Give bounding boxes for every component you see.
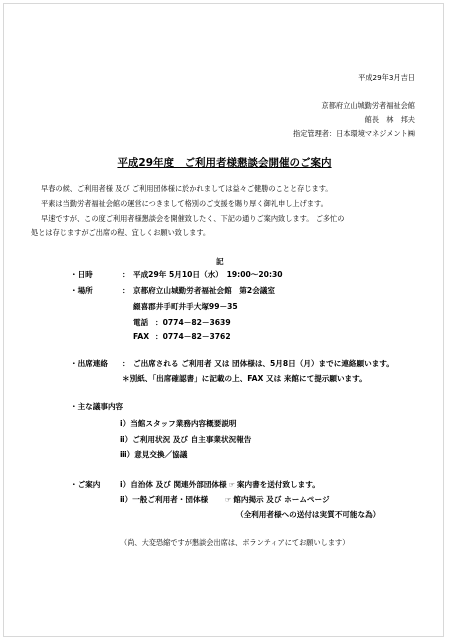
schedule-value: 平成29年 5月10日（水） 19:00～20:30 xyxy=(133,270,283,279)
agenda-item: ⅲ）意見交換／協議 xyxy=(120,450,188,459)
guide-item-1-target: ⅰ）自治体 及び 関連外部団体様 xyxy=(120,480,227,489)
venue-tel-label: 電話 xyxy=(133,318,149,327)
attendance-label: ・出席連絡 xyxy=(70,359,108,368)
guide-item-1-action: 案内書を送付致します。 xyxy=(236,480,320,489)
agenda-label: ・主な議事内容 xyxy=(70,402,124,411)
pointing-hand-icon: ☞ xyxy=(225,496,232,504)
guide-item-1 xyxy=(120,479,320,491)
venue-colon: ： xyxy=(122,286,130,295)
document-title: 平成29年度 ご利用者様懇談会開催のご案内 xyxy=(117,157,332,169)
ki-heading: 記 xyxy=(216,257,224,266)
schedule-colon: ： xyxy=(122,270,130,279)
intro-line-3: 早速ですが、この度ご利用者様懇談会を開催致したく、下記の通りご案内致します。 ご多忙の xyxy=(41,214,345,223)
agenda-item: ⅰ）当館スタッフ業務内容概要説明 xyxy=(120,419,237,428)
guide-item-2 xyxy=(223,494,330,506)
venue-address: 綴喜郡井手町井手大塚99－35 xyxy=(133,302,238,311)
intro-line-2: 平素は当勤労者福祉会館の運営につきまして格別のご支援を賜り厚く御礼申し上げます。 xyxy=(41,199,328,208)
schedule-label: ・日時 xyxy=(70,270,93,279)
guide-item-2-note: （全利用者様への送付は実質不可能な為） xyxy=(236,510,381,519)
venue-fax: ：0774－82－3762 xyxy=(155,332,231,341)
venue-label: ・場所 xyxy=(70,286,93,295)
venue-name: 京都府立山城勤労者福祉会館 第2会議室 xyxy=(133,286,275,295)
attendance-line-1: ご出席される ご利用者 又は 団体様は、5月8日（月）までに連絡願います。 xyxy=(133,359,394,368)
attendance-line-2: ＊別紙、「出席確認書」に記載の上、FAX 又は 来館にて提示願います。 xyxy=(122,374,367,383)
document-page xyxy=(3,3,444,637)
pointing-hand-icon: ☞ xyxy=(228,481,235,489)
attendance-colon: ： xyxy=(122,359,130,368)
intro-line-4: 処とは存じますがご出席の程、宜しくお願い致します。 xyxy=(31,228,211,237)
venue-fax-label: FAX xyxy=(133,332,150,341)
agenda-item: ⅱ）ご利用状況 及び 自主事業状況報告 xyxy=(120,435,252,444)
document-date: 平成29年3月吉日 xyxy=(358,73,415,82)
guide-item-2-action: 館内掲示 及び ホームページ xyxy=(233,495,330,504)
closing-note: （尚、大変恐縮ですが懇談会出席は、ボランティアにてお願いします） xyxy=(120,538,350,547)
sender-director: 館長 林 邦夫 xyxy=(364,115,415,124)
sender-manager: 指定管理者：日本環境マネジメント㈱ xyxy=(293,129,415,138)
sender-organization: 京都府立山城勤労者福祉会館 xyxy=(321,101,415,110)
guide-item-2-target: ⅱ）一般ご利用者・団体様 xyxy=(120,495,209,504)
intro-line-1: 早春の候、ご利用者様 及び ご利用団体様に於かれましては益々ご健勝のことと存じます。 xyxy=(41,184,333,193)
venue-tel: ：0774－82－3639 xyxy=(155,318,231,327)
guide-label: ・ご案内 xyxy=(70,480,101,489)
